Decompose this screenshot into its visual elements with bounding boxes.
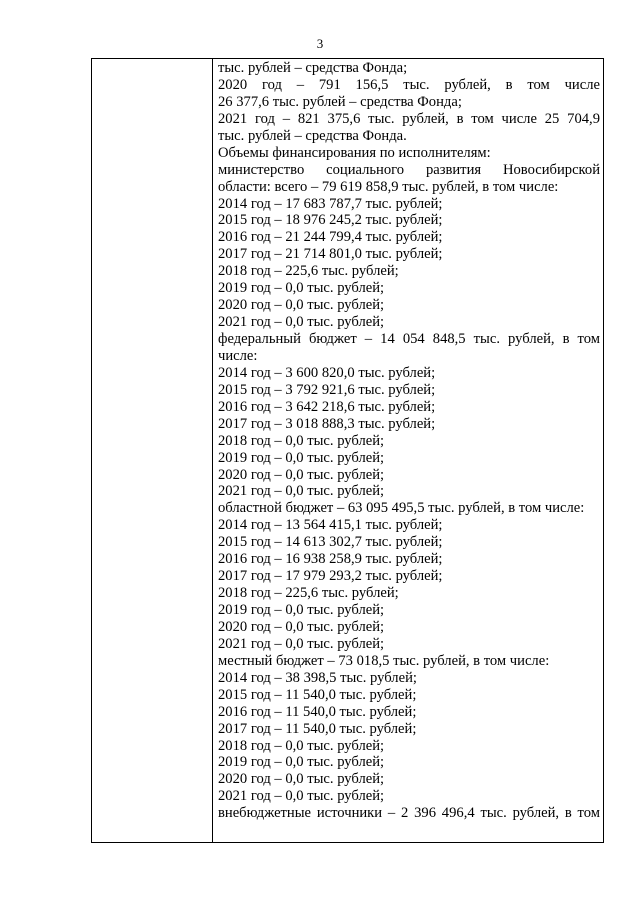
text-line: 2015 год – 14 613 302,7 тыс. рублей; bbox=[218, 534, 443, 551]
text-line: 2020 год – 791 156,5 тыс. рублей, в том числе bbox=[218, 76, 600, 93]
text-line: 2018 год – 0,0 тыс. рублей; bbox=[218, 432, 385, 449]
text-line: тыс. рублей – средства Фонда. bbox=[218, 127, 407, 144]
text-line: 2017 год – 11 540,0 тыс. рублей; bbox=[218, 720, 417, 737]
text-line: 2017 год – 3 018 888,3 тыс. рублей; bbox=[218, 415, 436, 432]
text-line: 2014 год – 17 683 787,7 тыс. рублей; bbox=[218, 195, 443, 212]
text-line: федеральный бюджет – 14 054 848,5 тыс. рублей, в том bbox=[218, 331, 600, 347]
text-line: 2018 год – 0,0 тыс. рублей; bbox=[218, 737, 385, 754]
text-line: 2015 год – 3 792 921,6 тыс. рублей; bbox=[218, 381, 436, 398]
text-line: местный бюджет – 73 018,5 тыс. рублей, в том числе: bbox=[218, 652, 550, 669]
text-line: 2018 год – 225,6 тыс. рублей; bbox=[218, 263, 399, 280]
text-line: 2020 год – 0,0 тыс. рублей; bbox=[218, 771, 385, 788]
text-line: 2019 год – 0,0 тыс. рублей; bbox=[218, 449, 385, 466]
text-line: 2021 год – 0,0 тыс. рублей; bbox=[218, 314, 385, 331]
text-line: 2020 год – 0,0 тыс. рублей; bbox=[218, 618, 385, 635]
text-line: 2020 год – 0,0 тыс. рублей; bbox=[218, 466, 385, 483]
text-line: 2019 год – 0,0 тыс. рублей; bbox=[218, 602, 385, 618]
text-line: 2018 год – 225,6 тыс. рублей; bbox=[218, 585, 399, 602]
text-line: 2021 год – 0,0 тыс. рублей; bbox=[218, 635, 385, 652]
text-line: тыс. рублей – средства Фонда; bbox=[218, 60, 408, 76]
text-line: 2017 год – 21 714 801,0 тыс. рублей; bbox=[218, 246, 443, 263]
text-line: числе: bbox=[218, 347, 258, 364]
text-line: 2020 год – 0,0 тыс. рублей; bbox=[218, 297, 385, 314]
text-line: 2016 год – 21 244 799,4 тыс. рублей; bbox=[218, 229, 443, 246]
text-line: областной бюджет – 63 095 495,5 тыс. рублей, в том числе: bbox=[218, 500, 585, 517]
text-line: 2014 год – 3 600 820,0 тыс. рублей; bbox=[218, 364, 436, 381]
text-line: 2014 год – 38 398,5 тыс. рублей; bbox=[218, 669, 417, 686]
text-line: 2021 год – 0,0 тыс. рублей; bbox=[218, 483, 385, 500]
page-number: 3 bbox=[316, 36, 324, 51]
financing-table bbox=[91, 58, 604, 843]
text-line: области: всего – 79 619 858,9 тыс. рублей, в том числе: bbox=[218, 178, 559, 195]
text-line: 2019 год – 0,0 тыс. рублей; bbox=[218, 754, 385, 771]
text-line: 26 377,6 тыс. рублей – средства Фонда; bbox=[218, 93, 462, 110]
text-line: 2016 год – 11 540,0 тыс. рублей; bbox=[218, 703, 417, 720]
text-line: 2019 год – 0,0 тыс. рублей; bbox=[218, 280, 385, 297]
text-line: 2021 год – 821 375,6 тыс. рублей, в том числе 25 704,9 bbox=[218, 110, 600, 127]
text-line: 2016 год – 3 642 218,6 тыс. рублей; bbox=[218, 398, 436, 415]
text-line: министерство социального развития Новосибирской bbox=[218, 161, 600, 178]
table-right-cell bbox=[218, 60, 600, 822]
text-line: 2015 год – 18 976 245,2 тыс. рублей; bbox=[218, 212, 443, 229]
text-line: 2015 год – 11 540,0 тыс. рублей; bbox=[218, 686, 417, 703]
text-line: 2014 год – 13 564 415,1 тыс. рублей; bbox=[218, 517, 443, 534]
text-line: 2016 год – 16 938 258,9 тыс. рублей; bbox=[218, 551, 443, 568]
text-line: 2017 год – 17 979 293,2 тыс. рублей; bbox=[218, 568, 443, 585]
text-line: Объемы финансирования по исполнителям: bbox=[218, 144, 491, 161]
text-line: 2021 год – 0,0 тыс. рублей; bbox=[218, 788, 385, 805]
text-line: внебюджетные источники – 2 396 496,4 тыс. рублей, в том bbox=[218, 805, 600, 822]
table-left-cell bbox=[92, 59, 213, 842]
